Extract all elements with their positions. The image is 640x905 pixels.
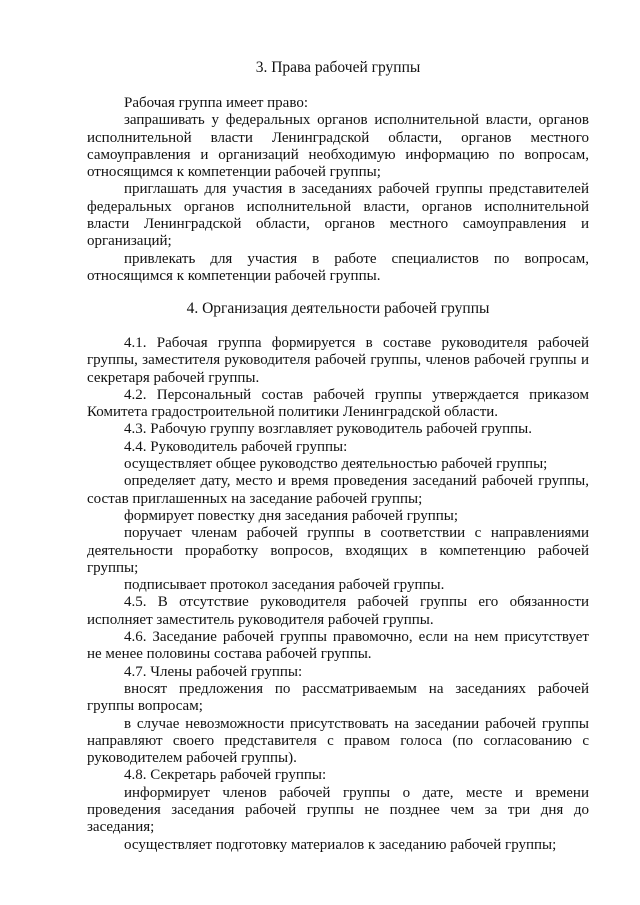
section-3-body <box>87 95 589 285</box>
section-4-paragraph: 4.4. Руководитель рабочей группы: <box>124 438 348 455</box>
section-4-paragraph: 4.6. Заседание рабочей группы правомочно, если на нем присутствует не менее половины состава рабочей группы. <box>87 629 589 663</box>
section-4-paragraph: осуществляет общее руководство деятельностью рабочей группы; <box>124 456 548 473</box>
section-4-paragraph: в случае невозможности присутствовать на заседании рабочей группы направляют своего представителя с правом голоса (по согласованию с руководителем рабочей группы). <box>87 715 589 767</box>
section-4-paragraph: 4.3. Рабочую группу возглавляет руководитель рабочей группы. <box>124 421 532 438</box>
section-4-paragraph: 4.1. Рабочая группа формируется в составе руководителя рабочей группы, заместителя руководителя рабочей группы, членов рабочей группы и секретаря рабочей группы. <box>87 335 589 386</box>
section-4-paragraph: вносят предложения по рассматриваемым на заседаниях рабочей группы вопросам; <box>87 680 589 715</box>
section-4-body <box>87 335 589 854</box>
section-4-paragraph: 4.5. В отсутствие руководителя рабочей группы его обязанности исполняет заместитель руководителя рабочей группы. <box>87 594 589 628</box>
section-3-paragraph: запрашивать у федеральных органов исполнительной власти, органов исполнительной власти Ленинградской области, органов местного самоуправления и организаций необходимую информацию по вопросам, относящимся к компетенции рабочей группы; <box>87 112 589 181</box>
section-4-paragraph: 4.7. Члены рабочей группы: <box>124 663 303 680</box>
section-4-paragraph: подписывает протокол заседания рабочей группы. <box>124 577 445 594</box>
section-4-paragraph: формирует повестку дня заседания рабочей группы; <box>124 507 458 524</box>
section-4-paragraph: 4.2. Персональный состав рабочей группы утверждается приказом Комитета градостроительной политики Ленинградской области. <box>87 386 589 421</box>
section-3-paragraph: привлекать для участия в работе специалистов по вопросам, относящимся к компетенции рабочей группы. <box>87 250 589 284</box>
section-3-paragraph: Рабочая группа имеет право: <box>124 95 308 111</box>
section-4-paragraph: 4.8. Секретарь рабочей группы: <box>124 767 327 784</box>
section-3-heading: 3. Права рабочей группы <box>255 59 421 76</box>
section-4-paragraph: поручает членам рабочей группы в соответствии с направлениями деятельности проработку вопросов, входящих в компетенцию рабочей группы; <box>87 525 589 576</box>
section-3-paragraph: приглашать для участия в заседаниях рабочей группы представителей федеральных органов исполнительной власти, органов исполнительной власти Ленинградской области, органов местного самоуправления и организаций; <box>87 181 589 250</box>
section-4-paragraph: определяет дату, место и время проведения заседаний рабочей группы, состав приглашенных на заседание рабочей группы; <box>87 473 589 507</box>
section-4-paragraph: осуществляет подготовку материалов к заседанию рабочей группы; <box>124 836 557 853</box>
section-4-paragraph: информирует членов рабочей группы о дате, месте и времени проведения заседания рабочей группы не позднее чем за три дня до заседания; <box>87 784 589 836</box>
section-4-heading: 4. Организация деятельности рабочей группы <box>186 300 490 317</box>
